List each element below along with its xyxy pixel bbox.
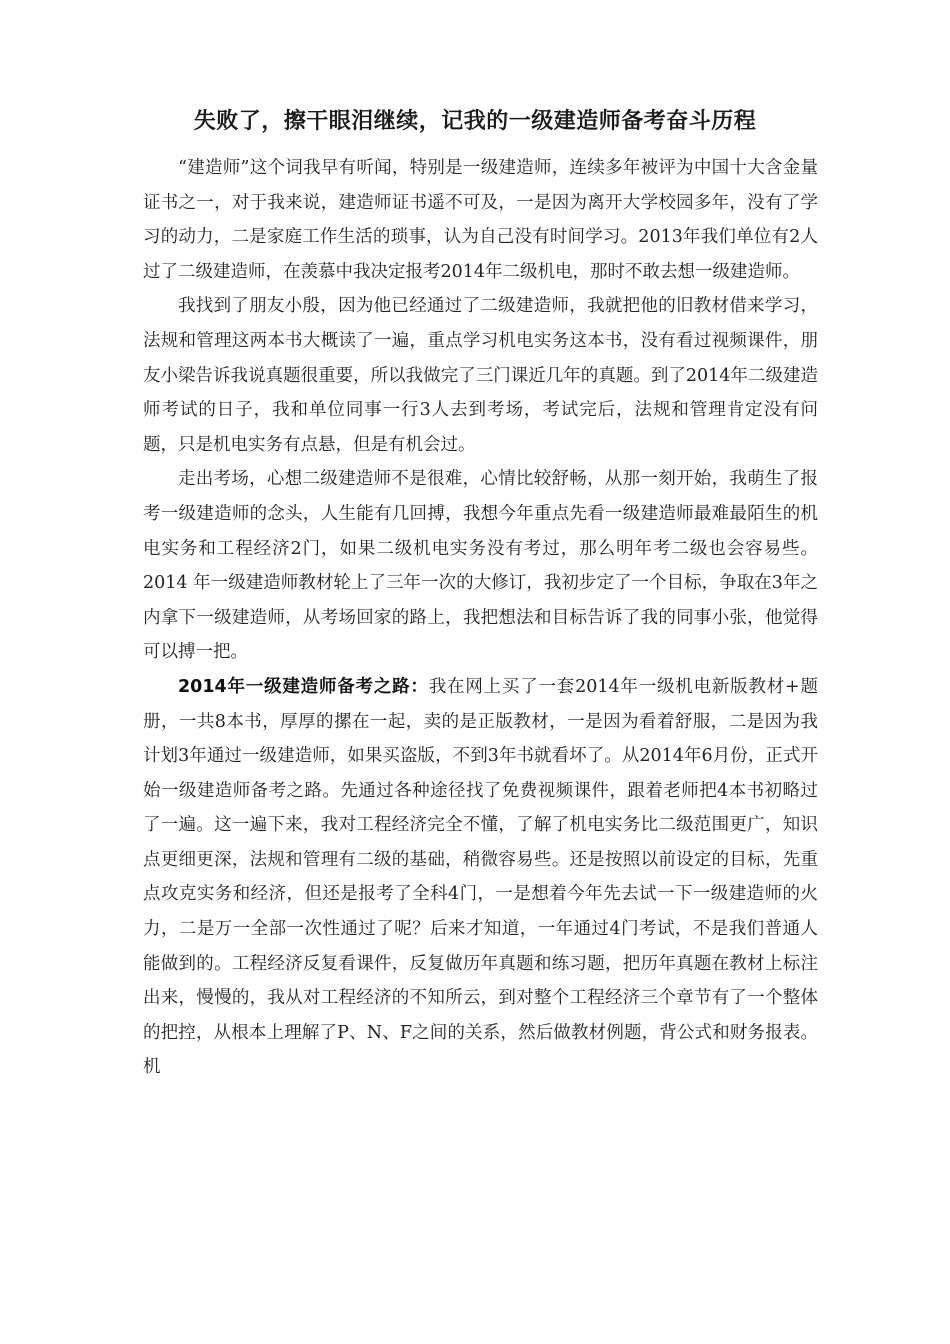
paragraph-text: 走出考场，心想二级建造师不是很难，心情比较舒畅，从那一刻开始，我萌生了报考一级建造师的念头，人生能有几回搏，我想今年重点先看一级建造师最难最陌生的机电实务和工程经济2门，如果二级机电实务没有考过，那么明年考二级也会容易些。2014 年一级建造师教材轮上了三年一次的大修订，我初步定了一个目标，争取在3年之内拿下一级建造师，从考场回家的路上，我把想法和目标告诉了我的同事小张，他觉得可以搏一把。 (143, 469, 818, 663)
paragraph (143, 462, 818, 670)
paragraph (143, 151, 818, 289)
paragraph-text: “建造师”这个词我早有听闻，特别是一级建造师，连续多年被评为中国十大含金量证书之一，对于我来说，建造师证书遥不可及，一是因为离开大学校园多年，没有了学习的动力，二是家庭工作生活的琐事，认为自己没有时间学习。2013年我们单位有2人过了二级建造师，在羡慕中我决定报考2014年二级机电，那时不敢去想一级建造师。 (143, 158, 818, 282)
paragraph-lead: 2014年一级建造师备考之路： (178, 676, 429, 697)
paragraph (143, 289, 818, 462)
paragraph-text: 我找到了朋友小殷，因为他已经通过了二级建造师，我就把他的旧教材借来学习，法规和管理这两本书大概读了一遍，重点学习机电实务这本书，没有看过视频课件，朋友小梁告诉我说真题很重要，所以我做完了三门课近几年的真题。到了2014年二级建造师考试的日子，我和单位同事一行3人去到考场，考试完后，法规和管理肯定没有问题，只是机电实务有点悬，但是有机会过。 (143, 296, 818, 455)
paragraph (143, 670, 818, 1085)
paragraph-text: 我在网上买了一套2014年一级机电新版教材+题册，一共8本书，厚厚的摞在一起，卖的是正版教材，一是因为看着舒服，二是因为我计划3年通过一级建造师，如果买盗版，不到3年书就看坏了。从2014年6月份，正式开始一级建造师备考之路。先通过各种途径找了免费视频课件，跟着老师把4本书初略过了一遍。这一遍下来，我对工程经济完全不懂，了解了机电实务比二级范围更广，知识点更细更深，法规和管理有二级的基础，稍微容易些。还是按照以前设定的目标，先重点攻克实务和经济，但还是报考了全科4门，一是想着今年先去试一下一级建造师的火力，二是万一全部一次性通过了呢？后来才知道，一年通过4门考试，不是我们普通人能做到的。工程经济反复看课件，反复做历年真题和练习题，把历年真题在教材上标注出来，慢慢的，我从对工程经济的不知所云，到对整个工程经济三个章节有了一个整体的把控，从根本上理解了P、N、F之间的关系，然后做教材例题，背公式和财务报表。机 (143, 676, 818, 1078)
document-body (143, 151, 818, 1085)
document-title: 失败了，擦干眼泪继续，记我的一级建造师备考奋斗历程 (193, 109, 757, 134)
